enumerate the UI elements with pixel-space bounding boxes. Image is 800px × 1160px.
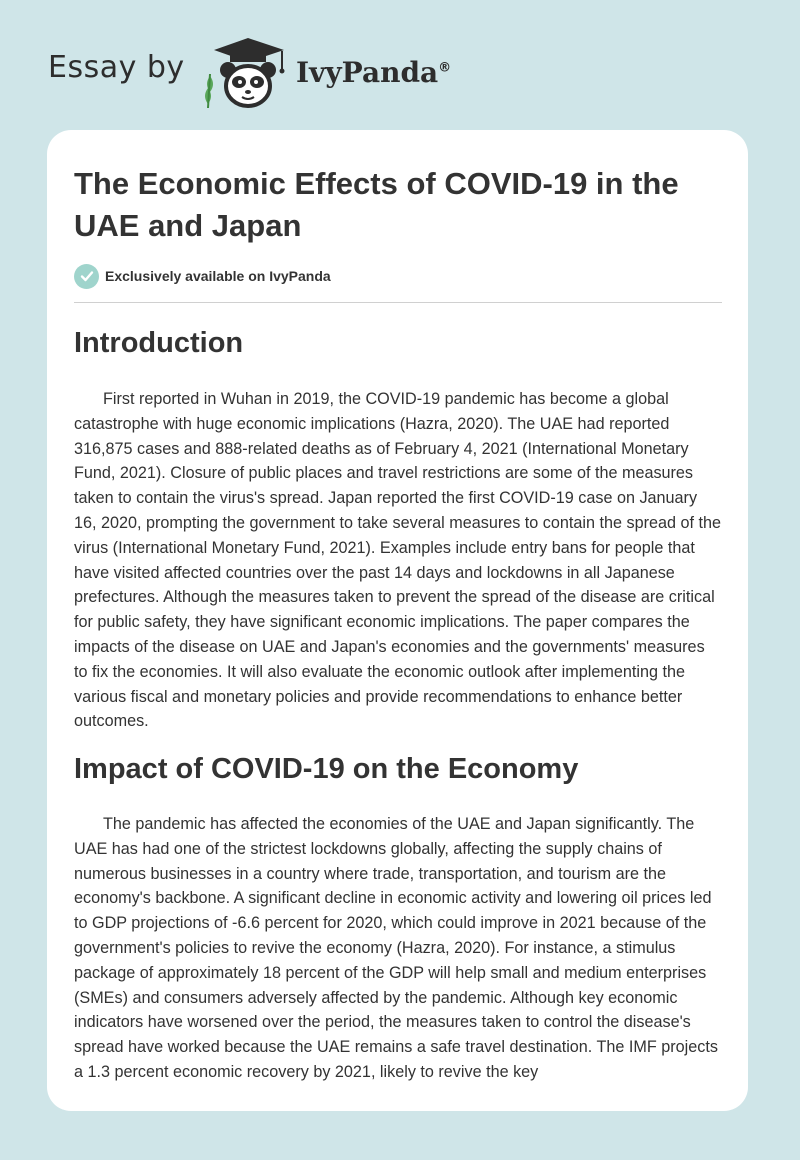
exclusive-badge (74, 263, 331, 289)
essay-by-label: Essay by (48, 50, 185, 85)
essay-card (47, 130, 748, 1111)
panda-logo-icon[interactable] (202, 36, 288, 110)
introduction-paragraph: First reported in Wuhan in 2019, the COVID-19 pandemic has become a global catastrophe with huge economic implications (Hazra, 2020). The UAE had reported 316,875 cases and 888-related deaths as of February 4, 2021 (International Monetary Fund, 2021). Closure of public places and travel restrictions are some of the measures taken to contain the virus's spread. Japan reported the first COVID-19 case on January 16, 2020, prompting the government to take several measures to contain the spread of the virus (International Monetary Fund, 2021). Examples include entry bans for people that have visited affected countries over the past 14 days and lockdowns in all Japanese prefectures. Although the measures taken to prevent the spread of the disease are critical for public safety, they have significant economic implications. The paper compares the impacts of the disease on UAE and Japan's economies and the governments' measures to fix the economies. It will also evaluate the economic outlook after implementing the various fiscal and monetary policies and provide recommendations to enhance better outcomes. (74, 390, 721, 731)
check-circle-icon (74, 264, 99, 289)
exclusive-badge-label: Exclusively available on IvyPanda (105, 268, 331, 284)
section-heading-impact: Impact of COVID-19 on the Economy (74, 753, 579, 785)
registered-mark: ® (438, 60, 452, 76)
impact-paragraph: The pandemic has affected the economies of the UAE and Japan significantly. The UAE has had one of the strictest lockdowns globally, affecting the supply chains of numerous businesses in a country where trade, transportation, and tourism are the economy's backbone. A significant decline in economic activity and lowering oil prices led to GDP projections of -6.6 percent for 2020, which could improve in 2021 because of the government's policies to revive the economy (Hazra, 2020). For instance, a stimulus package of approximately 18 percent of the GDP will help small and medium enterprises (SMEs) and consumers adversely affected by the pandemic. Although key economic indicators have worsened over the period, the measures taken to control the disease's spread have worked because the UAE remains a safe travel destination. The IMF projects a 1.3 percent economic recovery by 2021, likely to revive the key (74, 815, 718, 1081)
section-heading-introduction: Introduction (74, 327, 244, 359)
site-header (0, 0, 800, 120)
brand-name[interactable] (296, 56, 451, 89)
title-divider (74, 302, 722, 303)
brand-name-text: IvyPanda (296, 56, 439, 89)
page-title: The Economic Effects of COVID-19 in the UAE and Japan (74, 166, 679, 243)
